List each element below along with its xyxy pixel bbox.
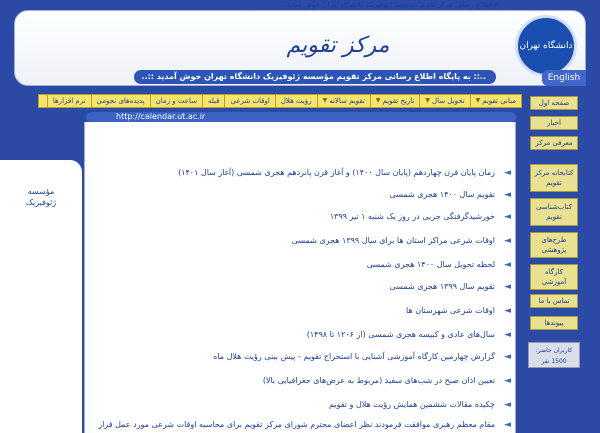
visitors-box [528,342,580,368]
item-text: زمان پایان قرن چهاردهم (پایان سال ۱۴۰۰) و آغاز قرن پانزدهم هجری شمسی (آغاز سال ۱۴۰۱) [178,168,495,177]
sidebar-item-research[interactable]: طرح‌های پژوهشی [530,232,578,258]
right-sidebar [526,88,582,433]
nav-label: رؤیت هلال [280,97,312,105]
nav-time[interactable] [150,95,202,107]
left-sidebar [0,160,82,433]
main-nav [38,94,522,108]
sidebar-item-home[interactable]: صفحه اول [530,96,578,110]
bullet-icon: ◄ [504,420,511,430]
nav-label: تاریخ تقویم [382,97,415,105]
nav-label: نرم افزارها [52,97,86,105]
list-item[interactable] [95,278,511,296]
visitors-count: 1500 نفر [541,358,567,365]
nav-prayer-times[interactable] [224,95,274,107]
list-item[interactable] [95,372,511,390]
sidebar-item-about[interactable]: معرفی مرکز [530,136,578,150]
nav-label: قبله [207,97,220,105]
bullet-icon: ◄ [504,306,511,316]
item-text: سال‌های عادی و کبیسه هجری شمسی (از ۱۲۰۶ تا ۱۴۹۸) [306,330,495,339]
sidebar-item-news[interactable]: اخبار [530,116,578,130]
sidebar-item-contact[interactable]: تماس با ما [530,294,578,308]
nav-label: تقویم سالانه [329,97,365,105]
university-logo[interactable] [515,15,577,77]
list-item[interactable] [95,302,511,320]
welcome-marquee: ..:: به پایگاه اطلاع رسانی مرکز تقویم مؤسسه ژئوفیزیک دانشگاه تهران خوش آمدید ::.. [134,70,496,84]
top-info: ٥ اطلاع رسانی مرکز تقویم مؤسسه ژئوفیزیک دانشگاه تهران خوش آمدید .. [279,1,498,9]
nav-label: ساعت و زمان [155,97,197,105]
bullet-icon: ◄ [504,168,511,178]
list-item[interactable] [95,348,511,366]
nav-crescent-sighting[interactable] [275,95,317,107]
chevron-down-icon: ▼ [375,97,381,104]
bullet-icon: ◄ [504,352,511,362]
bullet-icon: ◄ [504,400,511,410]
top-strip [14,0,586,10]
item-text: تقویم سال ۱۳۹۹ هجری شمسی [389,282,495,291]
list-item[interactable] [95,232,511,250]
logo-text: دانشگاه تهران [519,41,573,51]
item-text: چکیده مقالات ششمین همایش رؤیت هلال و تقویم [329,400,495,409]
visitors-label: کاربران حاضر: [535,347,573,354]
list-item[interactable] [95,186,511,204]
item-text: خورشیدگرفتگی جزیی در روز یک شنبه ۱ تیر ۱۳۹۹ [329,212,495,221]
bullet-icon: ◄ [504,190,511,200]
nav-label: اوقات شرعی [230,97,270,105]
chevron-down-icon: ▼ [322,97,328,104]
item-text: لحظه تحویل سال ۱۴۰۰ هجری شمسی [366,260,495,269]
list-item[interactable] [95,396,511,414]
nav-annual-calendar[interactable] [317,95,370,107]
geophysics-institute-link[interactable]: مؤسسه ژئوفیزیک [25,187,57,207]
nav-label: مبانی تقویم [482,97,516,105]
center-title-logo: مرکز تقویم [286,33,390,58]
item-text: گزارش چهارمین کارگاه آموزشی آشنایی با استخراج تقویم - پیش بینی رؤیت هلال ماه [213,352,495,361]
sidebar-item-links[interactable]: پیوندها [530,316,578,330]
chevron-down-icon: ▼ [475,97,481,104]
nav-software[interactable] [47,95,91,107]
nav-new-year[interactable] [419,95,469,107]
nav-calendar-history[interactable] [370,95,420,107]
chevron-down-icon: ▼ [425,97,430,104]
item-text: اوقات شرعی شهرستان ها [406,306,495,315]
nav-astronomical[interactable] [91,95,150,107]
bullet-icon: ◄ [504,236,511,246]
bullet-icon: ◄ [504,376,511,386]
list-item[interactable] [95,208,511,226]
bullet-icon: ◄ [504,330,511,340]
url-bar[interactable]: http://calendar.ut.ac.ir [86,112,516,122]
nav-qibla[interactable] [202,95,225,107]
sidebar-item-workshop[interactable]: کارگاه آموزشی [530,264,578,290]
item-text: تقویم سال ۱۴۰۰ هجری شمسی [389,190,495,199]
list-item[interactable] [95,416,511,433]
nav-calendar-basics[interactable] [470,95,521,107]
bullet-icon: ◄ [504,212,511,222]
item-text: تعیین اذان صبح در شب‌های سفید (مربوط به عرض‌های جغرافیایی بالا) [262,376,495,385]
bullet-icon: ◄ [504,260,511,270]
list-item[interactable] [95,326,511,344]
news-list [84,122,516,433]
list-item[interactable] [95,256,511,274]
sidebar-item-library[interactable]: کتابخانه مرکز تقویم [530,164,578,192]
nav-label: تحویل سال [432,97,465,105]
nav-label: پدیده‌های نجومی [96,97,145,105]
list-item[interactable] [95,164,511,182]
item-text: اوقات شرعی مراکز استان ها برای سال ۱۳۹۹ هجری شمسی [291,236,495,245]
bullet-icon: ◄ [504,282,511,292]
sidebar-item-bibliography[interactable]: کتاب‌شناسی تقویم [530,198,578,226]
english-link[interactable]: English [542,70,586,86]
item-text: مقام معظم رهبری موافقت فرمودند نظر اعضای محترم شورای مرکز تقویم برای محاسبه اوقات شرعی مورد عمل قرار [98,420,495,429]
